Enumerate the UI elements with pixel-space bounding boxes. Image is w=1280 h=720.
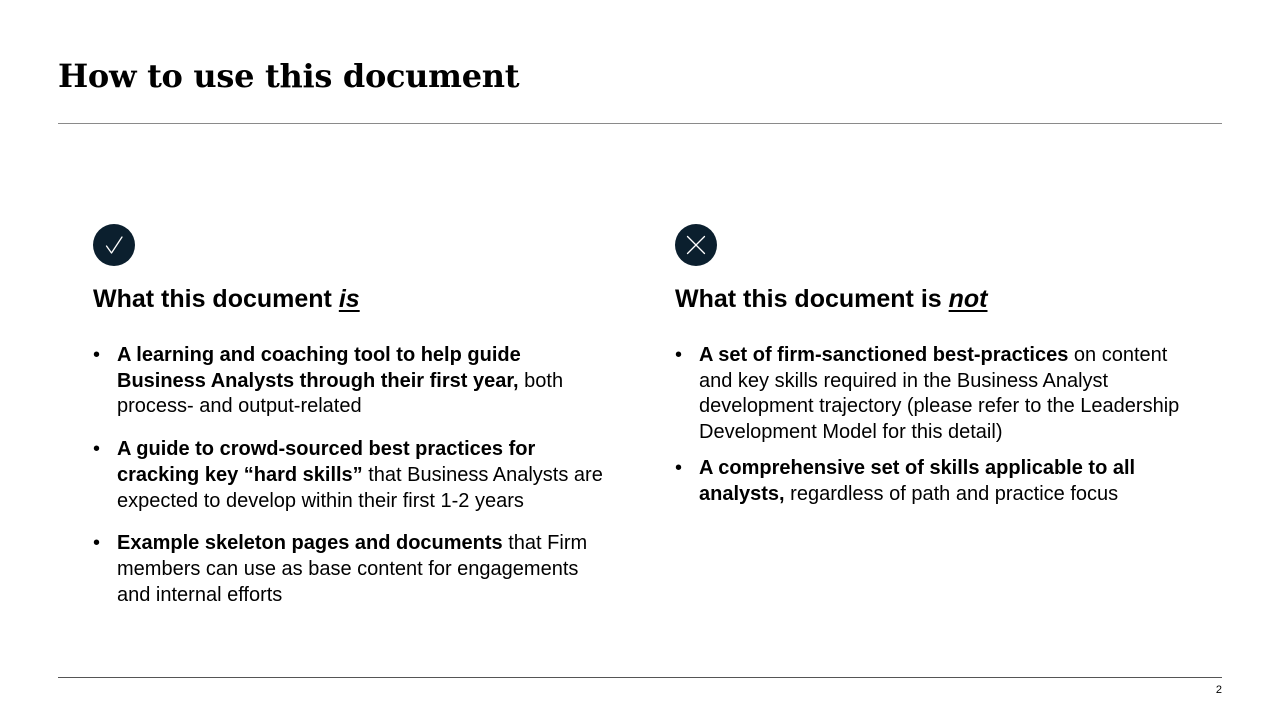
page-number: 2 [1215,684,1222,696]
footer-divider [58,677,1222,678]
bullet-text: that Business Analysts are expected to develop within their first 1-2 years [117,463,603,512]
bullet-text: on content and key skills required in the Business Analyst development trajectory (please refer to the Leadership Development Model for this detail) [699,344,1180,444]
list-item [675,343,1195,446]
list-item [93,531,613,608]
page-title: How to use this document [58,57,520,95]
column-document-is-not [675,224,1195,507]
column-heading [675,283,1195,315]
bullet-list [93,343,613,608]
check-icon [93,224,135,266]
heading-prefix: What this document [93,285,339,313]
list-item [93,343,613,420]
title-divider [58,123,1222,124]
bullet-bold-text: A set of firm-sanctioned best-practices [699,344,1069,366]
bullet-bold-text: A guide to crowd-sourced best practices for cracking key “hard skills” [117,438,536,486]
heading-emphasis: not [948,285,988,313]
cross-icon [675,224,717,266]
list-item [93,437,613,514]
column-document-is [93,224,613,608]
bullet-text: both process- and output-related [117,369,564,418]
bullet-bold-text: A learning and coaching tool to help guide Business Analysts through their first year, [117,344,521,392]
bullet-text: regardless of path and practice focus [784,482,1119,505]
heading-prefix: What this document is [675,285,949,313]
column-heading [93,283,613,315]
bullet-text: that Firm members can use as base content for engagements and internal efforts [117,532,588,606]
list-item [675,456,1195,507]
bullet-bold-text: A comprehensive set of skills applicable to all analysts, [699,456,1136,505]
bullet-bold-text: Example skeleton pages and documents [117,532,503,555]
heading-emphasis: is [338,285,360,313]
bullet-list [675,343,1195,507]
